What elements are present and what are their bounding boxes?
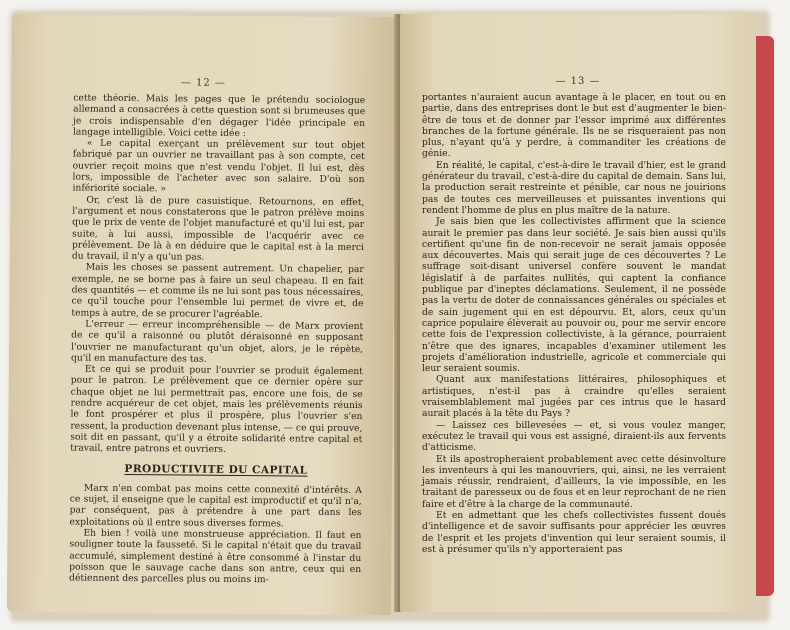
paragraph: Je sais bien que les collectivistes affirment que la science aurait le premier pas dans leur société. Je sais bien aussi qu'ils certifient qu'une fin de non-recevoir ne serait jamais opposée aux découvertes. Mais qui serait juge de ces découvertes ? Le suffrage soit-disant universel confère souvent le mandat législatif à de parfaites nullités, qui captent la confiance publique par d'ineptes déclamations. Seulement, il ne possède pas la vertu de doter de connaissances générales ou spéciales et de sain jugement qui en est dépourvu. Et, alors, ceux qu'un caprice populaire élèverait au pouvoir ou, pour me servir encore cette fois de l'expression collectiviste, à la gérance, pourraient n'être que des ignares, incapables d'examiner utilement les projets d'amélioration industrielle, agricole et commerciale qui leur seraient soumis. [422, 216, 726, 375]
section-heading: PRODUCTIVITE DU CAPITAL [124, 462, 308, 477]
paragraph: « Le capital exerçant un prélèvement sur tout objet fabriqué par un ouvrier ne travaillant pas à son compte, cet ouvrier reçoit moins que n'est vendu l'objet. Il lui est, dès lors, impossible de l'acheter avec son salaire. D'où son infériorité sociale. » [72, 137, 365, 195]
paragraph: portantes n'auraient aucun avantage à le placer, en tout ou en partie, dans des entreprises dont le but est d'augmenter le bien-être de tous et de donner par l'essor imprimé aux différentes branches de la fortune générale. Ils ne se risqueraient pas non plus, n'ayant qu'à y perdre, à commanditer les créations de génie. [422, 92, 726, 160]
page-number-right: — 13 — [555, 76, 601, 87]
paragraph: Or, c'est là de pure casuistique. Retournons, en effet, l'argument et nous constaterons que le patron prélève moins que le prix de vente de l'objet manufacturé et qu'il lui est, par suite, à lui aussi, impossible de l'acquérir avec ce prélèvement. De là à en déduire que le capital est à la merci du travail, il n'y a qu'un pas. [71, 194, 365, 263]
left-page-text [69, 93, 365, 587]
left-page [7, 14, 396, 615]
paragraph: Eh bien ! voilà une monstrueuse appréciation. Il faut en souligner toute la fausseté. Si le capital n'était que du travail accumulé, simplement destiné à être consommé à l'instar du poisson que le sauvage cache dans son antre, ceux qui en détiennent des parcelles plus ou moins im- [69, 527, 362, 586]
paragraph: Quant aux manifestations littéraires, philosophiques et artistiques, n'est-il pas à craindre qu'elles seraient vraisemblablement mal jugées par ces intrus que le hasard aurait placés à la tête du Pays ? [422, 374, 726, 420]
paragraph: Et en admettant que les chefs collectivistes fussent doués d'intelligence et de savoir suffisants pour apprécier les œuvres de l'esprit et les projets d'invention qui leur seraient soumis, il est à présumer qu'ils n'y apporteraient pas [422, 509, 726, 555]
paragraph: En réalité, le capital, c'est-à-dire le travail d'hier, est le grand générateur du travail, c'est-à-dire du capital de demain. Sans lui, la production serait restreinte et pénible, car nous ne jouirions pas de toutes ces merveilleuses et puissantes inventions qui rendent l'homme de plus en plus maître de la nature. [422, 159, 727, 216]
paragraph: Et ce qui se produit pour l'ouvrier se produit également pour le patron. Le prélèvement que ce dernier opère sur chaque objet ne lui permettrait pas, encore une fois, de se rendre acquéreur de cet objet, mais les prélèvements réunis le font prospérer et plus il prospère, plus l'ouvrier s'en ressent, la production devenant plus intense, — ce qui prouve, soit dit en passant, qu'il y a étroite solidarité entre capital et travail, entre patrons et ouvriers. [70, 363, 363, 456]
right-page-text [422, 92, 726, 555]
page-number-left: — 12 — [180, 77, 226, 89]
paragraph: Mais les choses se passent autrement. Un chapelier, par exemple, ne se borne pas à faire un seul chapeau. Il en fait des quantités — et comme ils ne lui sont pas tous nécessaires, ce qu'il touche pour l'ensemble lui permet de vivre et, de temps à autre, de se procurer l'agréable. [71, 262, 364, 320]
paragraph: cette théorie. Mais les pages que le prétendu sociologue allemand a consacrées à cette question sont si brumeuses que je crois indispensable d'en dégager l'idée principale en langage intelligible. Voici cette idée : [72, 92, 366, 139]
paragraph: Et ils apostropheraient probablement avec cette désinvolture les inventeurs à qui les manouvriers, qui, ainsi, ne les verraient jamais réussir, rendraient, d'ailleurs, la vie impossible, en les traitant de paresseux ou de fous et en leur reprochant de ne rien faire et d'être à la charge de la communauté. [422, 453, 726, 510]
paragraph: L'erreur — erreur incompréhensible — de Marx provient de ce qu'il a raisonné ou plutôt déraisonné en supposant l'ouvrier ne manufacturant qu'un objet, alors, je le répète, qu'il en manufacture des tas. [70, 318, 364, 365]
paragraph: Marx n'en combat pas moins cette connexité d'intérêts. A ce sujet, il enseigne que le capital est improductif et qu'il n'a, par conséquent, pas à prétendre à une part dans les exploitations où il entre sous diverses formes. [69, 482, 362, 530]
right-page [400, 14, 756, 612]
paragraph: — Laissez ces billevesées — et, si vous voulez manger, exécutez le travail qui vous est assigné, diraient-ils aux fervents d'atticisme. [422, 419, 726, 454]
